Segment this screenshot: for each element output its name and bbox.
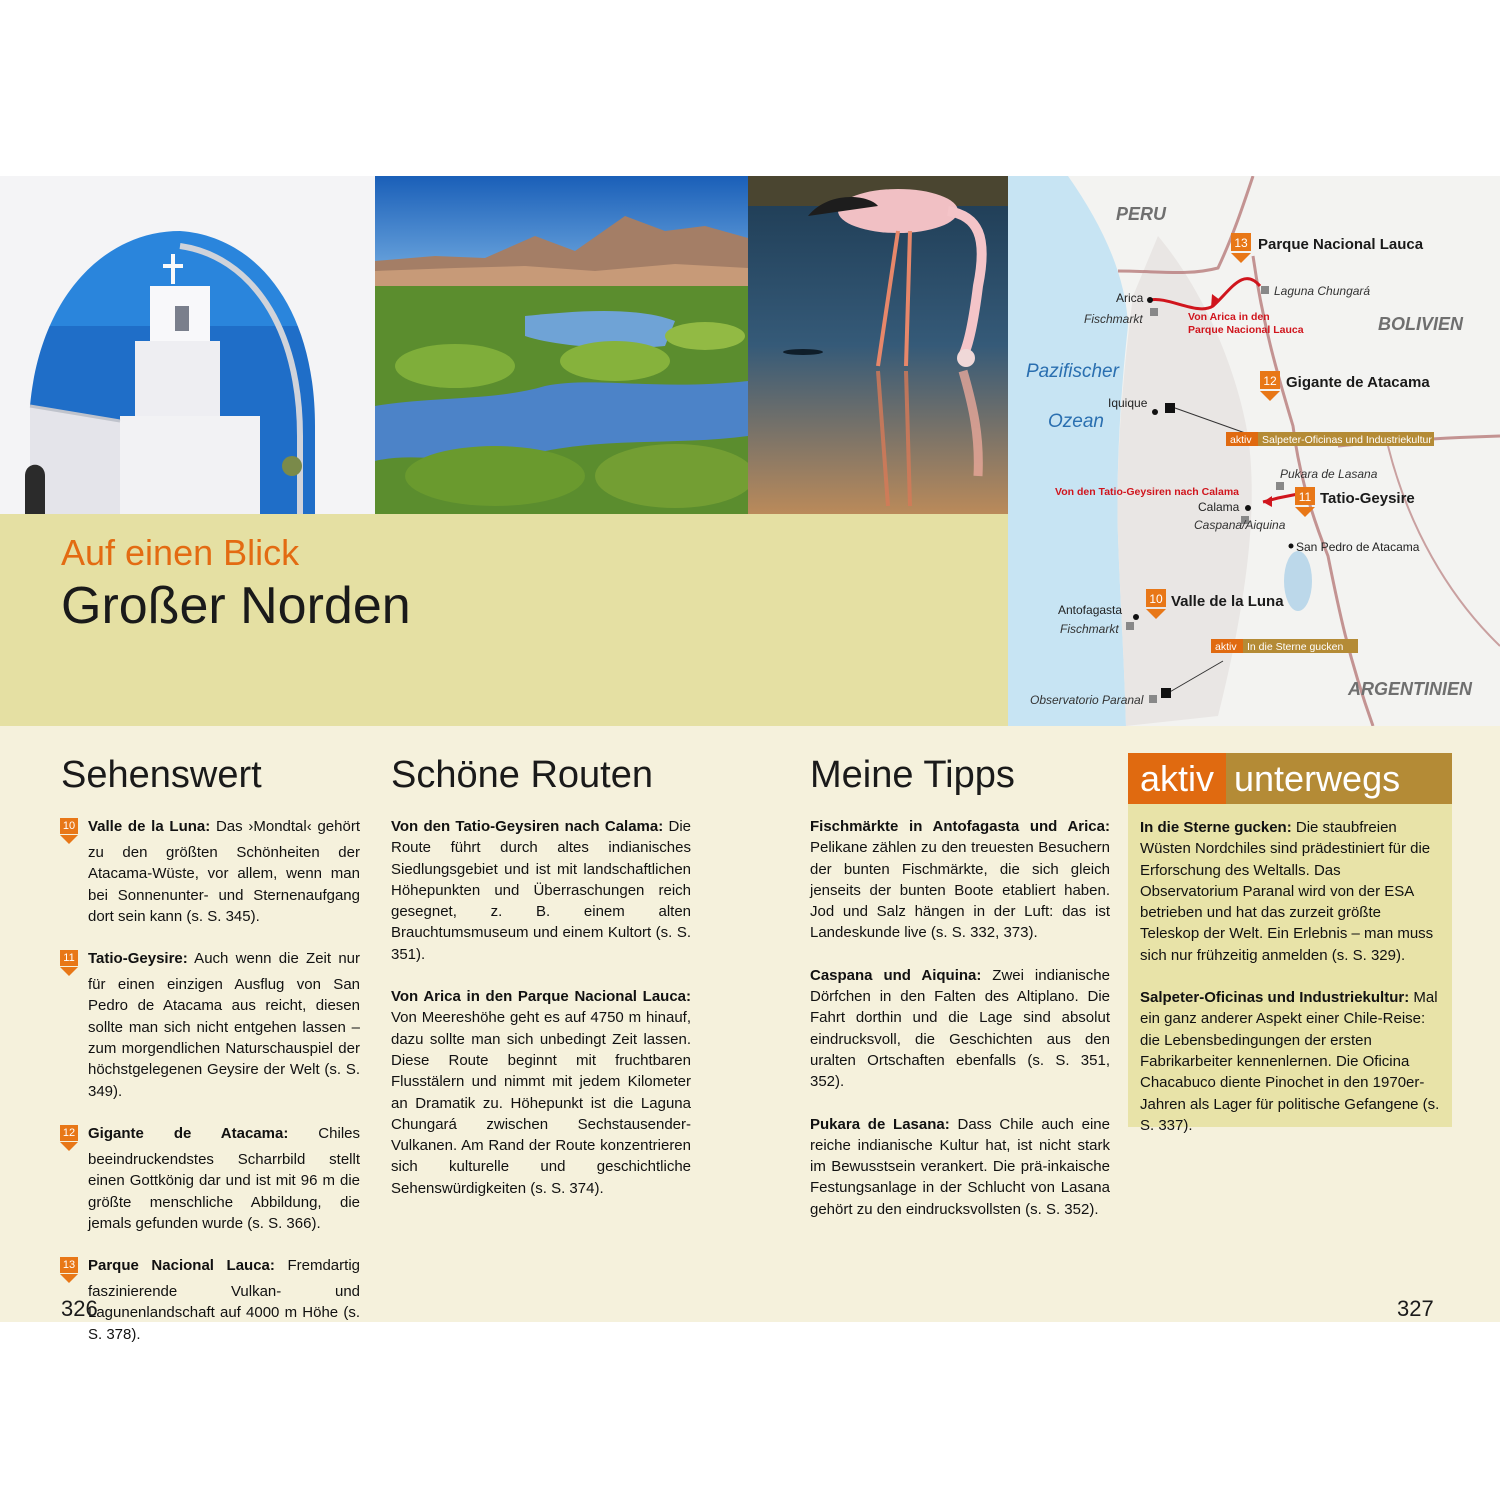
- heading-sehenswert: Sehenswert: [61, 754, 262, 796]
- unterwegs-label: unterwegs: [1226, 753, 1452, 804]
- aktiv-item-1: In die Sterne gucken: Die staubfreien Wüsten Nordchiles sind prädestiniert für die Erforschung des Weltalls. Das Observatorium Paranal wird von der ESA betrieben und hat das zurzeit größte Teleskop der Welt. Ein Erlebnis – man muss sich nur frühzeitig anmelden (s. S. 329).: [1140, 819, 1434, 964]
- church-photo: [0, 176, 375, 514]
- map-ocean-1: Pazifischer: [1026, 361, 1119, 382]
- map-route-1-line1: Von Arica in den: [1188, 311, 1270, 323]
- photo-strip: [0, 176, 1008, 514]
- svg-text:13: 13: [1234, 236, 1248, 250]
- marker-11-icon: 11: [60, 950, 78, 976]
- region-map: [1008, 176, 1500, 726]
- map-ocean-2: Ozean: [1048, 411, 1104, 432]
- marker-12-icon: 12: [60, 1125, 78, 1151]
- sight-item-10: 10 Valle de la Luna: Das ›Mondtal‹ gehört zu den größten Schönheiten der Atacama-Wüste, vor allem, wenn man bei Sonnenunter- und Sternenaufgang dort sein kann (s. S. 345).: [88, 816, 360, 927]
- aktiv-unterwegs-box: [1128, 753, 1452, 1134]
- column-sehenswert: [60, 816, 360, 1366]
- book-spread: [0, 176, 1500, 1343]
- sight-item-11: 11 Tatio-Geysire: Auch wenn die Zeit nur für einen einzigen Ausflug von San Pedro de Atacama aus reicht, diesen sollte man sich nicht entgehen lassen – zum morgendlichen Naturschauspiel der höchstgelegenen Geysire der Welt (s. S. 349).: [88, 948, 360, 1102]
- route-item-1: Von den Tatio-Geysiren nach Calama: Die Route führt durch altes indianisches Siedlungsgebiet und ist mit landschaftlichen Höhepunkten und Überraschungen reich gesegnet, z. B. einem alten Brauchtumsmuseum und einem Kultort (s. S. 351).: [391, 818, 691, 963]
- altiplano-photo: [375, 176, 748, 514]
- svg-text:aktiv: aktiv: [1215, 641, 1237, 653]
- map-place-arica: Arica: [1116, 291, 1144, 305]
- sight-item-13: 13 Parque Nacional Lauca: Fremdartig faszinierende Vulkan- und Lagunenlandschaft auf 4000 m Höhe (s. S. 378).: [88, 1255, 360, 1345]
- map-country-bolivien: BOLIVIEN: [1378, 314, 1464, 334]
- map-country-peru: PERU: [1116, 204, 1167, 224]
- sight-item-12: 12 Gigante de Atacama: Chiles beeindruckendstes Scharrbild stellt einen Gottkönig dar und ist mit 96 m die größte menschliche Abbildung, die jemals gefunden wurde (s. S. 366).: [88, 1123, 360, 1234]
- svg-text:Valle de la Luna: Valle de la Luna: [1171, 593, 1284, 610]
- svg-text:11: 11: [1298, 490, 1312, 504]
- aktiv-text: [1140, 817, 1440, 1157]
- marker-13-icon: 13: [60, 1257, 78, 1283]
- svg-text:12: 12: [1263, 374, 1277, 388]
- map-place-pukara: Pukara de Lasana: [1280, 467, 1378, 481]
- column-routen: [391, 816, 691, 1220]
- page-number-right: 327: [1397, 1296, 1434, 1321]
- aktiv-header: [1128, 753, 1452, 804]
- map-place-antofagasta: Antofagasta: [1058, 603, 1123, 617]
- tip-item-3: Pukara de Lasana: Dass Chile auch eine reiche indianische Kultur hat, ist nicht stark im Bewusstsein verankert. Die prä-inkaische Festungsanlage in der Schlucht von Lasana gehört zu den eindrucksvollsten (s. S. 352).: [810, 1115, 1110, 1218]
- column-tipps: [810, 816, 1110, 1241]
- map-place-caspana: Caspana/Aiquina: [1194, 518, 1286, 532]
- svg-text:Gigante de Atacama: Gigante de Atacama: [1286, 374, 1430, 391]
- page-number-left: 326: [61, 1296, 98, 1321]
- tip-item-2: Caspana und Aiquina: Zwei indianische Dörfchen in den Falten des Altiplano. Die Fahrt dorthin und die Lage sind absolut eindrucksvoll, die Geschichten aus den uralten Ortschaften ebenfalls (s. S. 351, 352).: [810, 966, 1110, 1091]
- map-country-argentinien: ARGENTINIEN: [1348, 679, 1473, 699]
- section-kicker: Auf einen Blick: [61, 532, 300, 573]
- aktiv-label: aktiv: [1128, 753, 1226, 804]
- page-title: Großer Norden: [61, 577, 411, 635]
- svg-text:Salpeter-Oficinas und Industri: Salpeter-Oficinas und Industriekultur: [1262, 434, 1432, 446]
- map-place-calama: Calama: [1198, 500, 1240, 514]
- heading-routen: Schöne Routen: [391, 754, 653, 796]
- aktiv-item-2: Salpeter-Oficinas und Industriekultur: Mal ein ganz anderer Aspekt einer Chile-Reise: die Lebensbedingungen der ersten Fabrikarbeiter kennenlernen. Die Oficina Chacabuco diente Pinochet in den 1970er-Jahren als Lager für politische Gefangene (s. S. 337).: [1140, 989, 1440, 1134]
- map-place-observatorio: Observatorio Paranal: [1030, 693, 1144, 707]
- map-route-2: Von den Tatio-Geysiren nach Calama: [1055, 486, 1239, 498]
- heading-tipps: Meine Tipps: [810, 754, 1015, 796]
- route-item-2: Von Arica in den Parque Nacional Lauca: Von Meereshöhe geht es auf 4750 m hinauf, dazu sollte man sich unbedingt Zeit lassen. Diese Route beginnt mit fruchtbaren Flusstälern und nimmt mit jedem Kilometer an Dramatik zu. Höhepunkt ist die Laguna Chungará zwischen Sechstausender-Vulkanen. Am Rand der Route konzentrieren sich kulturelle und geschichtliche Sehenswürdigkeiten (s. S. 374).: [391, 988, 691, 1197]
- map-place-fischmarkt-1: Fischmarkt: [1084, 312, 1143, 326]
- svg-text:10: 10: [1149, 592, 1163, 606]
- svg-text:In die Sterne gucken: In die Sterne gucken: [1247, 641, 1344, 653]
- map-place-iquique: Iquique: [1108, 396, 1148, 410]
- flamingo-photo: [748, 176, 1008, 514]
- map-place-laguna: Laguna Chungará: [1274, 284, 1371, 298]
- svg-text:aktiv: aktiv: [1230, 434, 1252, 446]
- map-route-1-line2: Parque Nacional Lauca: [1188, 324, 1304, 336]
- marker-10-icon: 10: [60, 818, 78, 844]
- tip-item-1: Fischmärkte in Antofagasta und Arica: Pelikane zählen zu den treuesten Besuchern der bunten Fischmärkte, die sich gleich jenseits der bunten Boote etabliert haben. Jod und Salz hängen in der Luft: das ist Landeskunde live (s. S. 332, 373).: [810, 818, 1110, 942]
- map-place-sanpedro: San Pedro de Atacama: [1296, 540, 1420, 554]
- svg-text:Tatio-Geysire: Tatio-Geysire: [1320, 490, 1415, 507]
- map-place-fischmarkt-2: Fischmarkt: [1060, 622, 1119, 636]
- svg-text:Parque Nacional Lauca: Parque Nacional Lauca: [1258, 236, 1424, 253]
